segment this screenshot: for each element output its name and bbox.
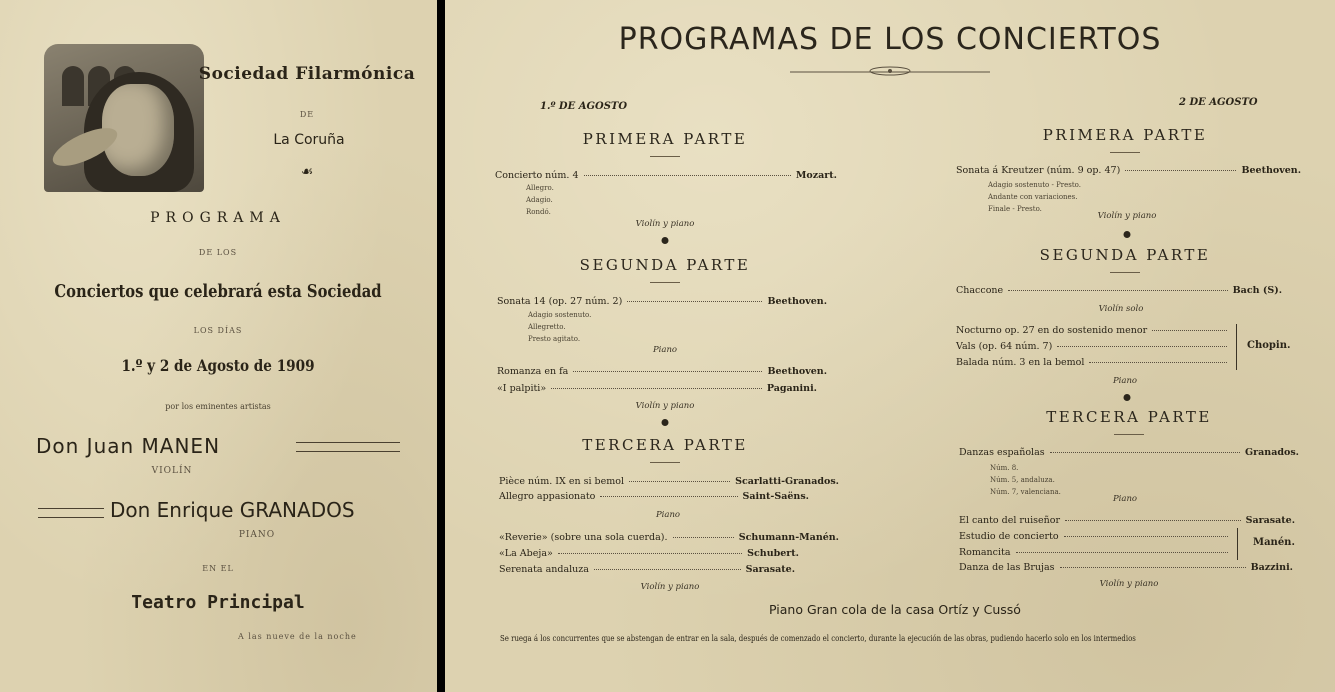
decorative-double-line	[296, 442, 400, 452]
composer: Schubert.	[747, 548, 799, 559]
en-el-text: EN EL	[202, 564, 234, 573]
leader-dots	[673, 537, 734, 538]
work-title: Serenata andaluza	[499, 564, 589, 575]
left-entry-9	[499, 564, 795, 575]
right-part2-heading: SEGUNDA PARTE	[1039, 246, 1211, 264]
right-entry-7	[959, 515, 1295, 526]
cover-page	[0, 0, 437, 692]
left-part1-heading: PRIMERA PARTE	[582, 130, 748, 148]
instrumentation: Violín y piano	[635, 401, 695, 411]
right-entry-1	[956, 165, 1301, 176]
artist1-instrument: VIOLÍN	[151, 466, 193, 476]
instrumentation: Violín y piano	[1099, 579, 1159, 589]
work-title: Pièce núm. IX en si bemol	[499, 476, 624, 487]
right-entry-9	[959, 547, 1233, 558]
composer: Scarlatti-Granados.	[735, 476, 839, 487]
composer: Paganini.	[766, 383, 817, 394]
composer: Granados.	[1245, 447, 1299, 458]
leader-dots	[551, 388, 762, 389]
leader-dots	[584, 175, 791, 176]
leader-dots	[1152, 330, 1227, 331]
left-entry-1	[495, 170, 837, 181]
leader-dots	[627, 301, 762, 302]
group-brace	[1237, 528, 1238, 560]
concert-dates: 1.º y 2 de Agosto de 1909	[121, 356, 315, 375]
left-date: 1.º DE AGOSTO	[540, 101, 628, 112]
left-entry-4	[497, 383, 817, 394]
leader-dots	[573, 371, 762, 372]
right-entry-2	[956, 285, 1282, 296]
right-entry-6	[959, 447, 1299, 458]
right-entry-4	[956, 341, 1232, 352]
work-title: Danza de las Brujas	[959, 562, 1055, 573]
work-title: Romancita	[959, 547, 1011, 558]
venue-name: Teatro Principal	[131, 592, 305, 613]
decorative-double-line	[38, 508, 104, 518]
leader-dots	[1060, 567, 1246, 568]
work-title: Chaccone	[956, 285, 1004, 296]
instrumentation: Piano	[655, 510, 681, 520]
movement: Allegretto.	[528, 323, 566, 331]
work-title: Vals (op. 64 núm. 7)	[956, 341, 1053, 352]
composer: Bazzini.	[1250, 562, 1293, 573]
piano-note: Piano Gran cola de la casa Ortíz y Cussó	[769, 602, 1021, 617]
leader-dots	[1125, 170, 1236, 171]
left-entry-8	[499, 548, 799, 559]
composer: Sarasate.	[1245, 515, 1295, 526]
leader-dots	[1008, 290, 1228, 291]
society-name: Sociedad Filarmónica	[198, 64, 416, 84]
society-de: DE	[299, 110, 315, 119]
left-part3-heading: TERCERA PARTE	[582, 436, 748, 454]
left-entry-5	[499, 476, 839, 487]
composer: Beethoven.	[767, 366, 827, 377]
work-title: El canto del ruiseñor	[959, 515, 1060, 526]
programa-heading: PROGRAMA	[150, 210, 286, 226]
leader-dots	[1050, 452, 1240, 453]
movement: Adagio sostenuto.	[528, 311, 592, 319]
work-title: «I palpiti»	[497, 383, 547, 394]
programs-title: PROGRAMAS DE LOS CONCIERTOS	[618, 22, 1162, 57]
leader-dots	[558, 553, 742, 554]
instrumentation: Piano	[652, 345, 678, 355]
instrumentation: Violín y piano	[1097, 211, 1157, 221]
left-entry-7	[499, 532, 839, 543]
work-title: Nocturno op. 27 en do sostenido menor	[956, 325, 1148, 336]
right-entry-8	[959, 531, 1233, 542]
right-part3-heading: TERCERA PARTE	[1046, 408, 1212, 426]
movement: Adagio sostenuto - Presto.	[988, 181, 1082, 189]
right-entry-5	[956, 357, 1232, 368]
movement: Allegro.	[526, 184, 554, 192]
concert-time: A las nueve de la noche	[238, 632, 357, 641]
right-date: 2 DE AGOSTO	[1179, 97, 1258, 108]
part-divider	[1110, 152, 1140, 153]
part-divider	[650, 282, 680, 283]
movement: Núm. 7, valenciana.	[990, 488, 1061, 496]
movement: Rondó.	[526, 208, 551, 216]
leader-dots	[1016, 552, 1228, 553]
group-brace	[1236, 324, 1237, 370]
leader-dots	[600, 496, 737, 497]
fleuron-icon: ☙	[300, 164, 314, 180]
instrumentation: Violín y piano	[635, 219, 695, 229]
movement: Núm. 5, andaluza.	[990, 476, 1055, 484]
work-title: Romanza en fa	[497, 366, 569, 377]
movement: Presto agitato.	[528, 335, 581, 343]
instrumentation: Violín y piano	[640, 582, 700, 592]
work-title: «Reverie» (sobre una sola cuerda).	[499, 532, 668, 543]
ornament-dot-icon	[1124, 394, 1131, 401]
composer: Sarasate.	[745, 564, 795, 575]
work-title: «La Abeja»	[499, 548, 553, 559]
composer-manen: Manén.	[1253, 537, 1295, 548]
instrumentation: Piano	[1112, 376, 1138, 386]
artist2-instrument: PIANO	[238, 530, 276, 540]
work-title: Danzas españolas	[959, 447, 1045, 458]
ornament-dot-icon	[1124, 231, 1131, 238]
work-title: Balada núm. 3 en la bemol	[956, 357, 1085, 368]
part-divider	[1114, 434, 1144, 435]
work-title: Concierto núm. 4	[495, 170, 579, 181]
city-name: La Coruña	[273, 132, 345, 148]
vignette-arch-decoration	[62, 66, 84, 106]
instrumentation: Violín solo	[1098, 304, 1144, 314]
los-dias-text: LOS DÍAS	[193, 326, 243, 335]
artist2-name: Don Enrique GRANADOS	[110, 498, 355, 522]
composer: Bach (S).	[1232, 285, 1282, 296]
right-part1-heading: PRIMERA PARTE	[1042, 126, 1208, 144]
composer: Beethoven.	[767, 296, 827, 307]
left-part2-heading: SEGUNDA PARTE	[579, 256, 751, 274]
instrumentation: Piano	[1112, 494, 1138, 504]
ornament-dot-icon	[662, 419, 669, 426]
leader-dots	[1057, 346, 1227, 347]
concerts-headline: Conciertos que celebrará esta Sociedad	[54, 281, 382, 302]
composer-chopin: Chopin.	[1247, 340, 1291, 351]
composer: Schumann-Manén.	[738, 532, 839, 543]
composer: Beethoven.	[1241, 165, 1301, 176]
part-divider	[1110, 272, 1140, 273]
part-divider	[650, 462, 680, 463]
portrait-vignette-image	[44, 44, 204, 192]
movement: Finale - Presto.	[988, 205, 1042, 213]
title-ornament-icon	[790, 64, 990, 78]
part-divider	[650, 156, 680, 157]
leader-dots	[629, 481, 730, 482]
artists-intro: por los eminentes artistas	[165, 402, 271, 411]
right-entry-10	[959, 562, 1293, 573]
work-title: Allegro appasionato	[499, 491, 596, 502]
left-entry-3	[497, 366, 827, 377]
work-title: Sonata 14 (op. 27 núm. 2)	[497, 296, 623, 307]
movement: Adagio.	[526, 196, 553, 204]
left-entry-2	[497, 296, 827, 307]
footer-note: Se ruega á los concurrentes que se abstengan de entrar en la sala, después de comenzado el concierto, durante la ejecución de las obras, pudiendo hacerlo solo en los intermedios	[500, 633, 1136, 643]
right-entry-3	[956, 325, 1232, 336]
ornament-dot-icon	[662, 237, 669, 244]
leader-dots	[594, 569, 741, 570]
work-title: Estudio de concierto	[959, 531, 1059, 542]
work-title: Sonata á Kreutzer (núm. 9 op. 47)	[956, 165, 1121, 176]
composer: Mozart.	[795, 170, 837, 181]
de-los-text: DE LOS	[198, 248, 238, 257]
movement: Andante con variaciones.	[988, 193, 1078, 201]
composer: Saint-Saëns.	[742, 491, 809, 502]
movement: Núm. 8.	[990, 464, 1019, 472]
artist1-name: Don Juan MANEN	[36, 434, 221, 458]
leader-dots	[1064, 536, 1228, 537]
left-entry-6	[499, 491, 809, 502]
leader-dots	[1065, 520, 1241, 521]
program-spread	[445, 0, 1335, 692]
leader-dots	[1089, 362, 1227, 363]
